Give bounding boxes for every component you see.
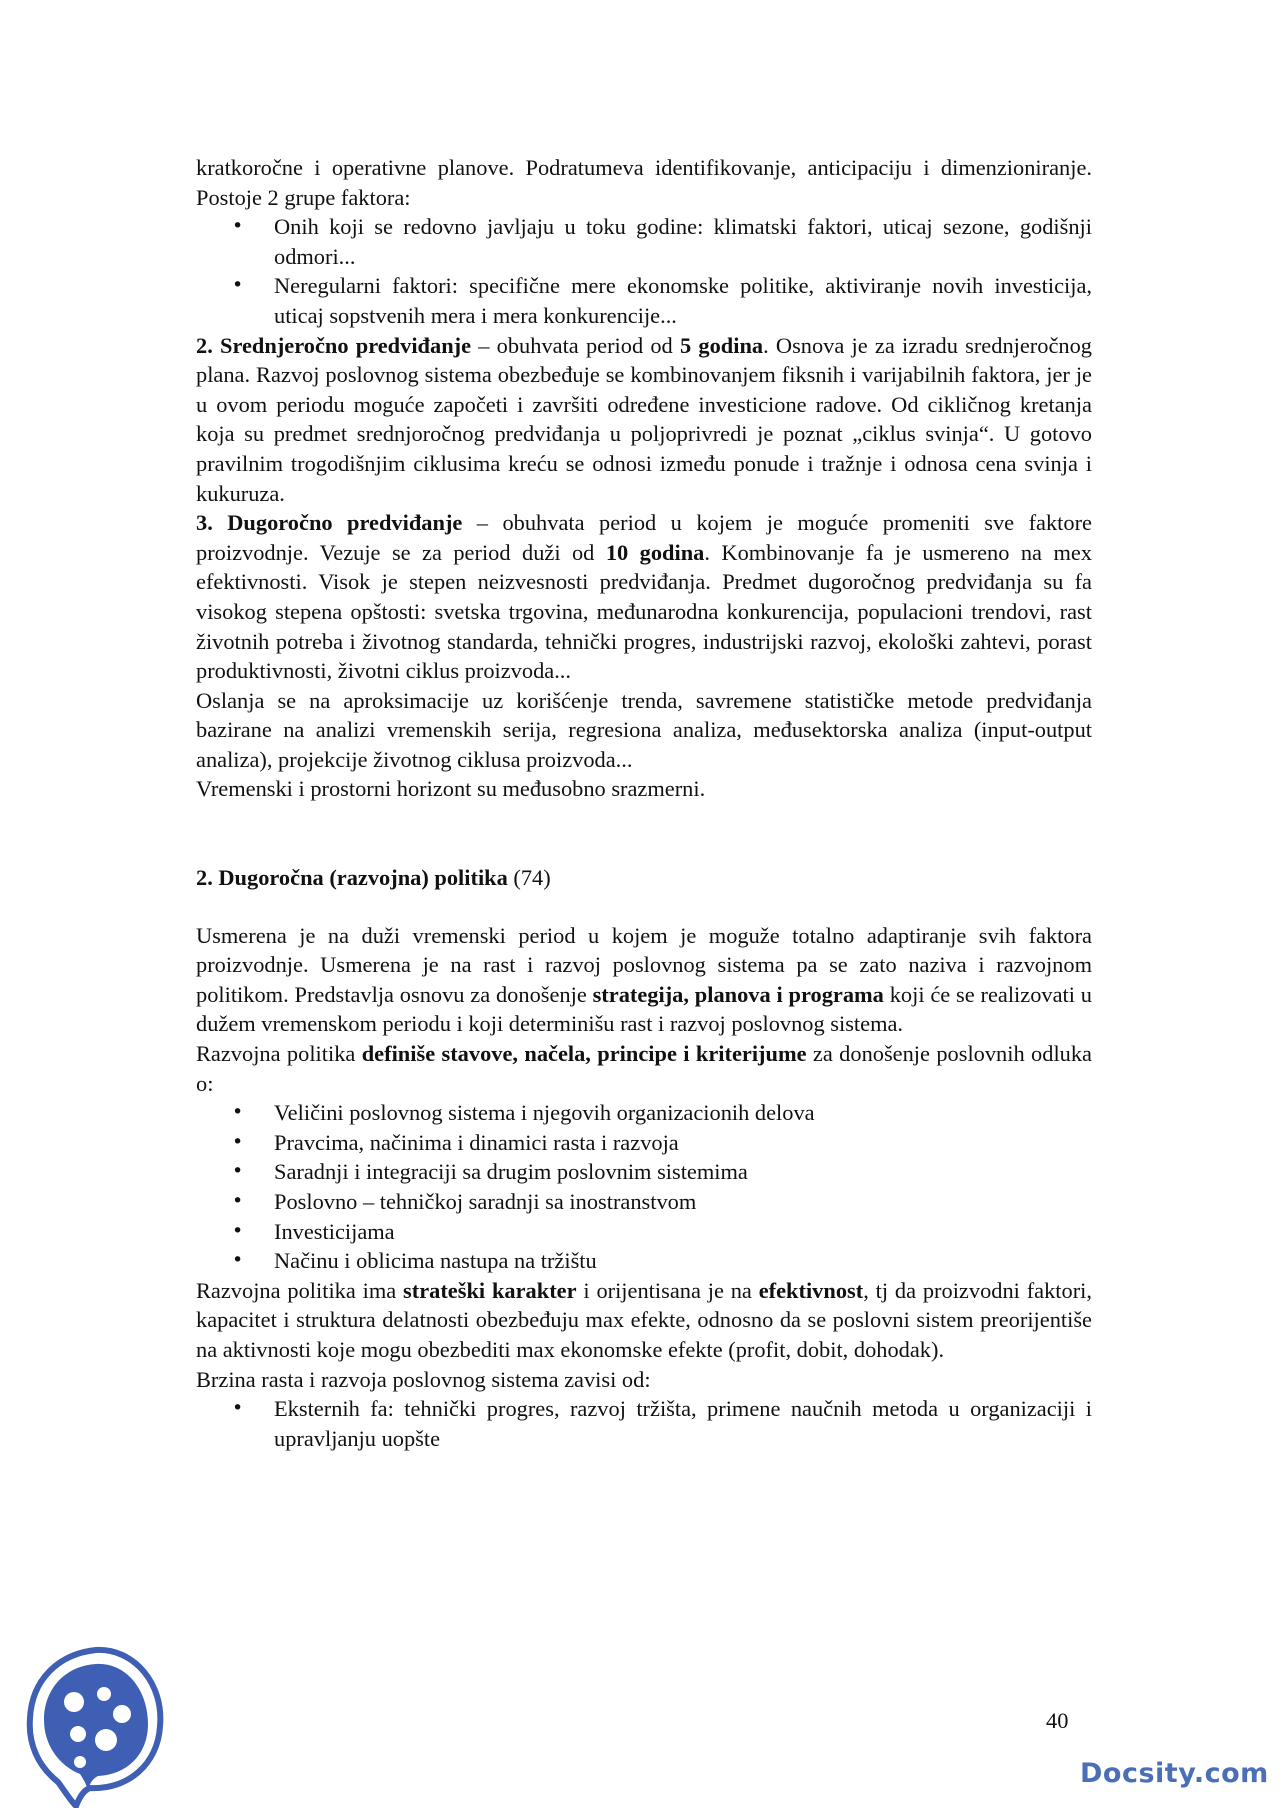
item-title: 3. Dugoročno predviđanje xyxy=(196,510,463,536)
text-run: Razvojna politika xyxy=(196,1041,362,1067)
bold-term: 5 godina xyxy=(679,332,764,358)
bullet-list-decisions xyxy=(196,1098,1092,1276)
list-item: • Pravcima, načinima i dinamici rasta i razvoja xyxy=(196,1128,1092,1158)
paragraph-growth: Brzina rasta i razvoja poslovnog sistema zavisi od: xyxy=(196,1366,651,1392)
spacer xyxy=(196,893,1092,921)
paragraph-intro: kratkoročne i operativne planove. Podratumeva identifikovanje, anticipaciju i dimenzioniranje. Postoje 2 grupe faktora: xyxy=(196,155,1092,210)
bullet-list-growth xyxy=(196,1394,1092,1453)
text-run: – obuhvata period u kojem je moguće promeniti sve faktore proizvodnje. Vezuje se za period duži od xyxy=(196,510,1092,565)
page-number: 40 xyxy=(1046,1708,1069,1733)
list-item: • Neregularni faktori: specifične mere ekonomske politike, aktiviranje novih investicija, uticaj sopstvenih mera i mera konkurencije... xyxy=(196,271,1092,330)
brand-watermark[interactable]: Docsity.com xyxy=(1080,1758,1269,1789)
section-heading xyxy=(196,863,1092,893)
heading-reference: (74) xyxy=(507,865,551,891)
docsity-logo-icon[interactable] xyxy=(18,1640,168,1808)
paragraph-methods: Oslanja se na aproksimacije uz korišćenje trenda, savremene statističke metode predviđanja bazirane na analizi vremenskih serija, regresiona analiza, međusektorska analiza (input-output analiza), projekcije životnog ciklusa proizvoda... xyxy=(196,687,1092,772)
paragraph-policy-defines xyxy=(196,1039,1092,1098)
list-item: • Investicijama xyxy=(196,1217,1092,1247)
paragraph-policy-definition xyxy=(196,921,1092,1039)
text-run: i orijentisana je na xyxy=(576,1277,759,1303)
bullet-list-factors xyxy=(196,212,1092,330)
list-item: • Onih koji se redovno javljaju u toku godine: klimatski faktori, uticaj sezone, godišnji odmori... xyxy=(196,212,1092,271)
bold-term: strategija, planova i programa xyxy=(592,981,884,1007)
text-run: . Kombinovanje fa je usmereno na mex efektivnosti. Visok je stepen neizvesnosti predviđanja. Predmet dugoročnog predviđanja su fa visokog stepena opštosti: svetska trgovina, međunarodna konkurencija, populacioni trendovi, rast životnih potreba i životnog standarda, tehnički progres, industrijski razvoj, ekološki zahtevi, porast produktivnosti, životni ciklus proizvoda... xyxy=(196,539,1092,684)
document-page xyxy=(196,153,1092,1453)
heading-title: 2. Dugoročna (razvojna) politika xyxy=(196,865,508,891)
bold-term: efektivnost xyxy=(758,1277,864,1303)
text-run: koji će se realizovati u dužem vremenskom periodu i koji determinišu rast i razvoj poslovnog sistema. xyxy=(196,981,1092,1037)
text-run: – obuhvata period od xyxy=(471,332,680,358)
paragraph-horizon: Vremenski i prostorni horizont su međusobno srazmerni. xyxy=(196,776,706,802)
list-item: • Eksternih fa: tehnički progres, razvoj tržišta, primene naučnih metoda u organizaciji i upravljanju uopšte xyxy=(196,1394,1092,1453)
list-item: • Poslovno – tehničkoj saradnji sa inostranstvom xyxy=(196,1187,1092,1217)
list-item: • Veličini poslovnog sistema i njegovih organizacionih delova xyxy=(196,1098,1092,1128)
item-title: 2. Srednjeročno predviđanje xyxy=(196,332,472,358)
text-run: Usmerena je na duži vremenski period u kojem je moguže totalno adaptiranje svih faktora proizvodnje. Usmerena je na rast i razvoj poslovnog sistema pa se zato naziva i razvojnom politikom. Predstavlja osnovu za donošenje xyxy=(196,922,1092,1007)
paragraph-strategic xyxy=(196,1276,1092,1365)
list-item: • Saradnji i integraciji sa drugim poslovnim sistemima xyxy=(196,1157,1092,1187)
text-run: za donošenje poslovnih odluka o: xyxy=(196,1041,1092,1096)
paragraph-medium-term xyxy=(196,331,1092,509)
bold-term: definiše stavove, načela, principe i kriterijume xyxy=(361,1041,807,1067)
bold-term: 10 godina xyxy=(605,539,705,565)
list-item: • Načinu i oblicima nastupa na tržištu xyxy=(196,1246,1092,1276)
text-run: Razvojna politika ima xyxy=(196,1277,404,1303)
text-run: , tj da proizvodni faktori, kapacitet i struktura delatnosti obezbeđuju max efekte, odnosno da se poslovni sistem preorijentiše na aktivnosti koje mogu obezbediti max ekonomske efekte (profit, dobit, dohodak). xyxy=(196,1277,1092,1362)
spacer xyxy=(196,804,1092,863)
paragraph-long-term xyxy=(196,508,1092,686)
bold-term: strateški karakter xyxy=(403,1277,577,1303)
text-run: . Osnova je za izradu srednjeročnog plana. Razvoj poslovnog sistema obezbeđuje se kombinovanjem fiksnih i varijabilnih faktora, jer je u ovom periodu moguće započeti i završiti određene investicione radove. Od cikličnog kretanja koja su predmet srednjoročnog predviđanja u poljoprivredi je poznat „ciklus svinja“. U gotovo pravilnim trogodišnjim ciklusima kreću se odnosi između ponude i tražnje i odnosa cena svinja i kukuruza. xyxy=(196,332,1092,506)
